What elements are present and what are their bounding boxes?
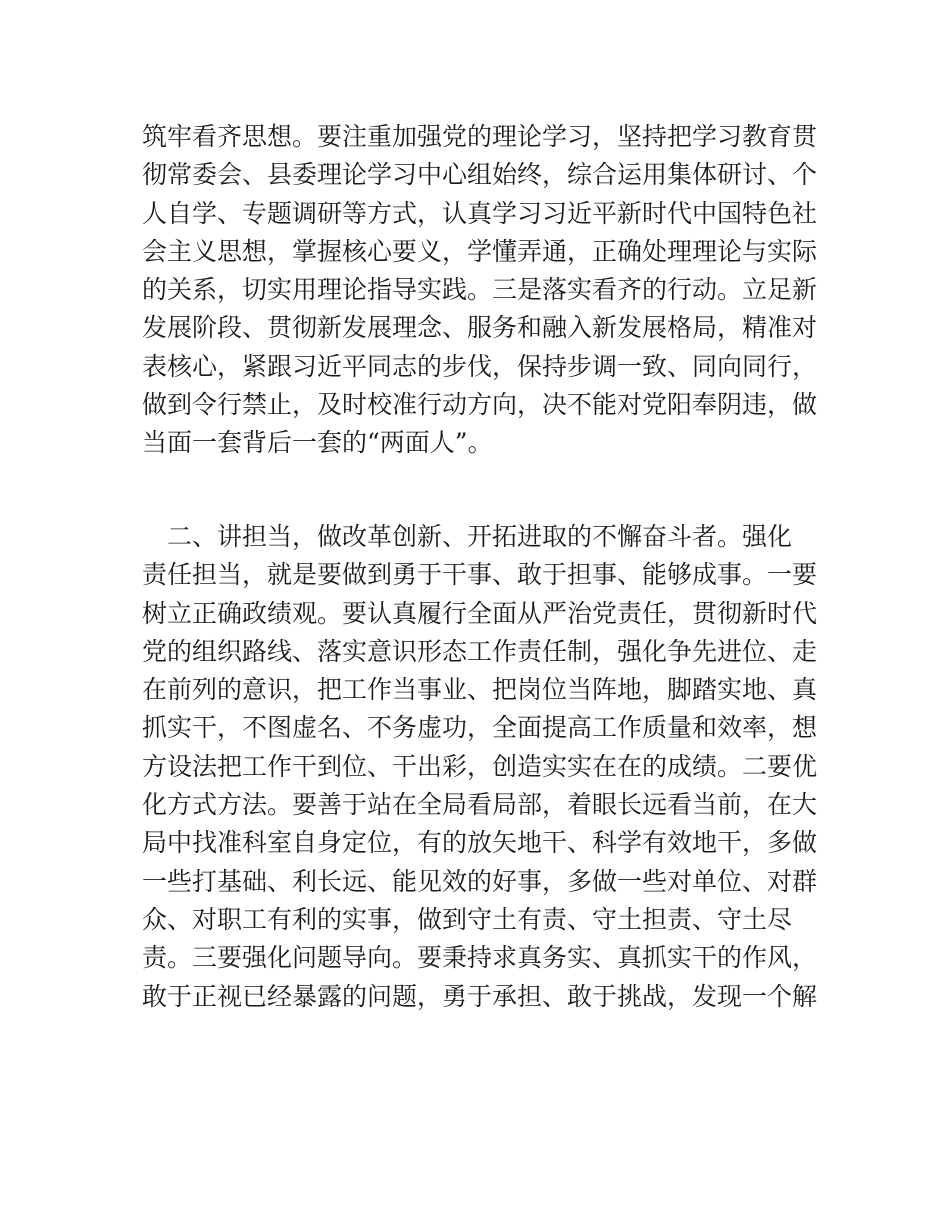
text-line: 众、对职工有利的实事，做到守土有责、守土担责、守土尽 [142, 904, 793, 934]
paragraph-2 [142, 518, 822, 1016]
text-line: 当面一套背后一套的“两面人”。 [142, 428, 493, 458]
text-line: 表核心，紧跟习近平同志的步伐，保持步调一致、同向同行， [142, 351, 818, 381]
text-line: 彻常委会、县委理论学习中心组始终，综合运用集体研讨、个 [142, 160, 818, 190]
text-line: 筑牢看齐思想。要注重加强党的理论学习，坚持把学习教育贯 [142, 122, 818, 151]
text-line: 化方式方法。要善于站在全局看局部，着眼长远看当前，在大 [142, 790, 818, 820]
text-line: 发展阶段、贯彻新发展理念、服务和融入新发展格局，精准对 [142, 313, 818, 343]
text-line: 的关系，切实用理论指导实践。三是落实看齐的行动。立足新 [142, 275, 818, 305]
text-line: 敢于正视已经暴露的问题，勇于承担、敢于挑战，发现一个解 [142, 981, 818, 1011]
text-line: 局中找准科室自身定位，有的放矢地干、科学有效地干，多做 [142, 828, 818, 858]
text-line: 会主义思想，掌握核心要义，学懂弄通，正确处理理论与实际 [142, 236, 818, 266]
text-line: 人自学、专题调研等方式，认真学习习近平新时代中国特色社 [142, 198, 818, 228]
text-line: 做到令行禁止，及时校准行动方向，决不能对党阳奉阴违，做 [142, 390, 818, 420]
text-line: 一些打基础、利长远、能见效的好事，多做一些对单位、对群 [142, 866, 818, 896]
paragraph-1 [142, 118, 822, 463]
text-line: 责。三要强化问题导向。要秉持求真务实、真抓实干的作风， [142, 943, 818, 973]
text-line: 抓实干，不图虚名、不务虚功，全面提高工作质量和效率，想 [142, 713, 818, 743]
text-line: 方设法把工作干到位、干出彩，创造实实在在的成绩。二要优 [142, 751, 818, 781]
text-line: 党的组织路线、落实意识形态工作责任制，强化争先进位、走 [142, 636, 818, 666]
text-line: 责任担当，就是要做到勇于干事、敢于担事、能够成事。一要 [142, 560, 818, 590]
text-line: 二、讲担当，做改革创新、开拓进取的不懈奋斗者。强化 [142, 522, 793, 551]
text-line: 树立正确政绩观。要认真履行全面从严治党责任，贯彻新时代 [142, 598, 818, 628]
text-line: 在前列的意识，把工作当事业、把岗位当阵地，脚踏实地、真 [142, 675, 818, 705]
